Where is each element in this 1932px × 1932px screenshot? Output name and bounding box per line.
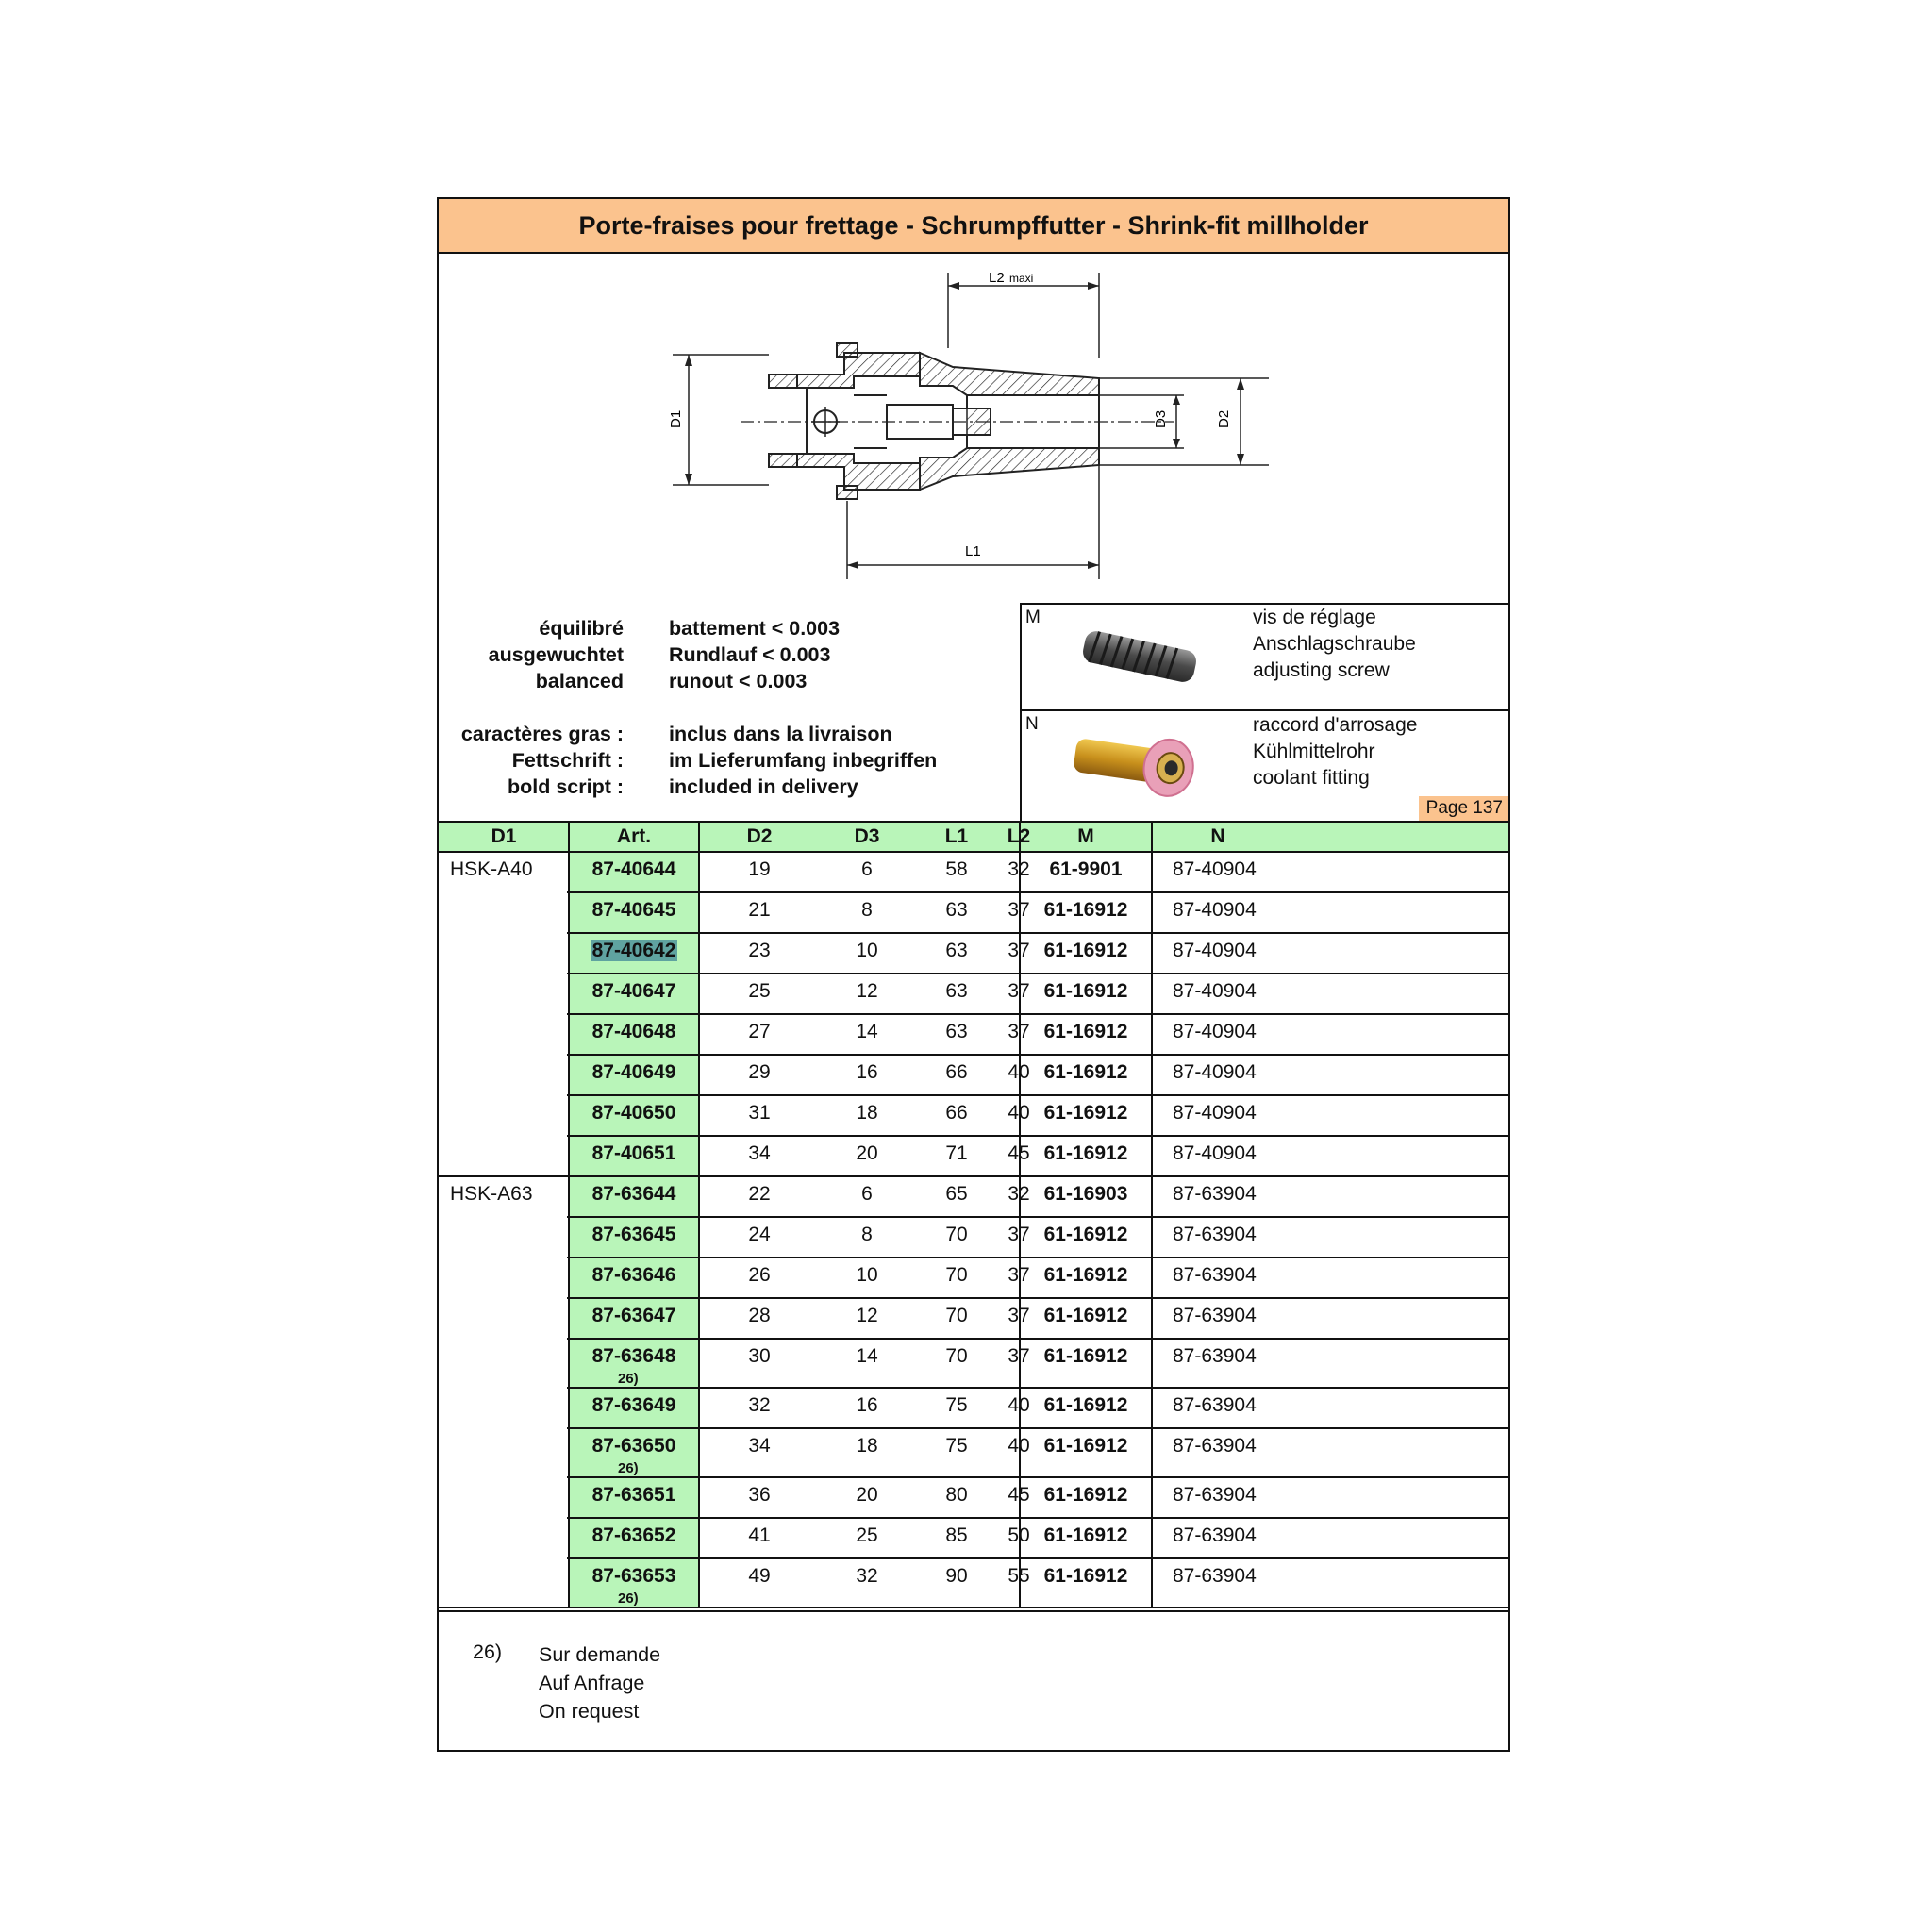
table-row: [439, 1299, 1508, 1340]
header-art: Art.: [616, 825, 652, 847]
cell-art-highlight: 87-40642: [591, 940, 676, 961]
cell-l1: 63: [945, 1021, 968, 1042]
cell-n: 87-40904: [1173, 858, 1257, 880]
cell-l2: 37: [1008, 1224, 1030, 1245]
cell-l1: 75: [945, 1435, 968, 1457]
cell-art: 87-63646: [591, 1264, 676, 1286]
toolholder-drawing: [439, 254, 1508, 606]
table-row: [439, 1137, 1508, 1177]
cell-l2: 37: [1008, 899, 1030, 921]
info-value: inclus dans la livraison: [669, 723, 892, 745]
info-value: im Lieferumfang inbegriffen: [669, 749, 938, 772]
cell-n: 87-63904: [1173, 1394, 1257, 1416]
cell-d3: 12: [856, 980, 878, 1002]
cell-n: 87-63904: [1173, 1224, 1257, 1245]
cell-d3: 10: [856, 940, 878, 961]
row-footnote-ref: 26): [618, 1591, 639, 1607]
cell-m: 61-16912: [1043, 1484, 1128, 1506]
cell-m: 61-16912: [1043, 1394, 1128, 1416]
cell-l2: 37: [1008, 980, 1030, 1002]
title-text: Porte-fraises pour frettage - Schrumpffutter - Shrink-fit millholder: [578, 210, 1369, 240]
cell-d3: 32: [856, 1565, 878, 1587]
table-row: [439, 1519, 1508, 1559]
cell-m: 61-16912: [1043, 1102, 1128, 1124]
cell-d2: 49: [748, 1565, 771, 1587]
footnote-number: 26): [473, 1641, 503, 1663]
cell-d1: HSK-A63: [450, 1183, 533, 1205]
cell-m: 61-16912: [1043, 1524, 1128, 1546]
cell-art: 87-40644: [591, 858, 676, 880]
footnote-line1: Sur demande: [539, 1643, 661, 1666]
accessory-n-letter: N: [1025, 714, 1039, 734]
merged-cell-mask: [439, 972, 567, 975]
cell-m: 61-16912: [1043, 980, 1128, 1002]
cell-art: [569, 940, 699, 962]
footnote-line3: On request: [539, 1700, 640, 1723]
cell-m: 61-16912: [1043, 1305, 1128, 1326]
cell-l1: 80: [945, 1484, 968, 1506]
cell-l1: 63: [945, 980, 968, 1002]
cell-m: 61-16912: [1043, 1061, 1128, 1083]
merged-cell-mask: [439, 1134, 567, 1138]
info-block: [439, 606, 1020, 821]
cell-l1: 90: [945, 1565, 968, 1587]
cell-d2: 28: [748, 1305, 771, 1326]
cell-d3: 20: [856, 1142, 878, 1164]
table-header: [439, 821, 1508, 853]
cell-l2: 32: [1008, 858, 1030, 880]
merged-cell-mask: [439, 931, 567, 935]
footnote-block: [439, 1610, 1508, 1723]
cell-l1: 75: [945, 1394, 968, 1416]
cell-d3: 16: [856, 1394, 878, 1416]
info-label: Fettschrift :: [511, 749, 624, 772]
table-row: [439, 974, 1508, 1015]
cell-l2: 37: [1008, 1305, 1030, 1326]
accessories-panel: [1020, 603, 1508, 821]
row-footnote-ref: 26): [618, 1371, 639, 1387]
header-d2: D2: [746, 825, 773, 847]
merged-cell-mask: [439, 1053, 567, 1057]
table-row: [439, 853, 1508, 893]
column-divider: [568, 821, 570, 1608]
cell-d3: 14: [856, 1345, 878, 1367]
cell-art: 87-63644: [591, 1183, 676, 1205]
cell-art: 87-63652: [591, 1524, 676, 1546]
cell-l2: 37: [1008, 1264, 1030, 1286]
table-row: [439, 1056, 1508, 1096]
cell-d3: 14: [856, 1021, 878, 1042]
cell-m: 61-16912: [1043, 1142, 1128, 1164]
cell-m: 61-16912: [1043, 1565, 1128, 1587]
cell-d2: 30: [748, 1345, 771, 1367]
cell-n: 87-63904: [1173, 1345, 1257, 1367]
accessory-separator: [1022, 709, 1508, 711]
cell-d2: 34: [748, 1435, 771, 1457]
column-divider: [1151, 821, 1153, 1608]
accessory-m-line3: adjusting screw: [1253, 659, 1390, 681]
cell-art: 87-63653: [591, 1565, 676, 1587]
info-value: battement < 0.003: [669, 617, 841, 640]
cell-l2: 40: [1008, 1435, 1030, 1457]
adjusting-screw-image: [1069, 624, 1210, 690]
cell-m: 61-16912: [1043, 1345, 1128, 1367]
table-row: [439, 1559, 1508, 1608]
accessory-n-line1: raccord d'arrosage: [1253, 714, 1418, 736]
cell-d3: 8: [861, 1224, 873, 1245]
cell-n: 87-40904: [1173, 940, 1257, 961]
column-divider: [1019, 821, 1021, 1608]
cell-n: 87-63904: [1173, 1435, 1257, 1457]
merged-cell-mask: [439, 1426, 567, 1430]
info-label: ausgewuchtet: [488, 643, 624, 666]
l2-suffix: maxi: [1009, 272, 1034, 285]
merged-cell-mask: [439, 1093, 567, 1097]
header-n: N: [1210, 825, 1225, 847]
cell-n: 87-63904: [1173, 1524, 1257, 1546]
cell-art: 87-40650: [591, 1102, 676, 1124]
cell-art: 87-40645: [591, 899, 676, 921]
info-value: included in delivery: [669, 775, 858, 798]
header-m: M: [1077, 825, 1094, 847]
cell-d2: 41: [748, 1524, 771, 1546]
table-row: [439, 1177, 1508, 1218]
footnote-line2: Auf Anfrage: [539, 1672, 645, 1694]
cell-d2: 29: [748, 1061, 771, 1083]
cell-d2: 22: [748, 1183, 771, 1205]
table-row: [439, 1015, 1508, 1056]
datasheet-frame: [437, 197, 1510, 1752]
cell-m: 61-16912: [1043, 1264, 1128, 1286]
merged-cell-mask: [439, 1296, 567, 1300]
cell-l1: 70: [945, 1264, 968, 1286]
merged-cell-mask: [439, 1386, 567, 1390]
row-footnote-ref: 26): [618, 1460, 639, 1476]
cell-l2: 40: [1008, 1061, 1030, 1083]
cell-d2: 25: [748, 980, 771, 1002]
l2-label: L2: [989, 270, 1005, 286]
info-value: runout < 0.003: [669, 670, 808, 692]
cell-d3: 6: [861, 1183, 873, 1205]
cell-d2: 36: [748, 1484, 771, 1506]
cell-n: 87-40904: [1173, 1102, 1257, 1124]
cell-d2: 34: [748, 1142, 771, 1164]
cell-l1: 71: [945, 1142, 968, 1164]
footnote-text: [539, 1641, 660, 1725]
cell-m: 61-16912: [1043, 899, 1128, 921]
cell-art: 87-40651: [591, 1142, 676, 1164]
cell-m: 61-9901: [1049, 858, 1123, 880]
cell-l1: 85: [945, 1524, 968, 1546]
cell-n: 87-40904: [1173, 1021, 1257, 1042]
cell-l1: 70: [945, 1224, 968, 1245]
cell-l1: 63: [945, 899, 968, 921]
cell-l2: 50: [1008, 1524, 1030, 1546]
accessory-n-text: [1253, 712, 1417, 791]
cell-l2: 55: [1008, 1565, 1030, 1587]
table-row: [439, 1429, 1508, 1478]
cell-m: 61-16912: [1043, 1435, 1128, 1457]
info-label: balanced: [535, 670, 624, 692]
header-d1: D1: [491, 825, 517, 847]
header-l2: L2: [1007, 825, 1031, 847]
cell-d2: 21: [748, 899, 771, 921]
cell-art: 87-40647: [591, 980, 676, 1002]
cell-d3: 10: [856, 1264, 878, 1286]
cell-d2: 32: [748, 1394, 771, 1416]
table-row: [439, 1389, 1508, 1429]
merged-cell-mask: [439, 1516, 567, 1520]
merged-cell-mask: [439, 1256, 567, 1259]
merged-cell-mask: [439, 1475, 567, 1479]
cell-n: 87-40904: [1173, 980, 1257, 1002]
table-row: [439, 1340, 1508, 1389]
cell-d3: 8: [861, 899, 873, 921]
cell-art: 87-40648: [591, 1021, 676, 1042]
cell-d2: 27: [748, 1021, 771, 1042]
accessory-m-text: [1253, 605, 1416, 684]
accessory-m-letter: M: [1025, 608, 1041, 627]
cell-l1: 66: [945, 1102, 968, 1124]
cell-l2: 37: [1008, 1345, 1030, 1367]
cell-n: 87-40904: [1173, 1061, 1257, 1083]
accessory-m-line1: vis de réglage: [1253, 607, 1376, 628]
accessory-m-line2: Anschlagschraube: [1253, 633, 1416, 655]
table-row: [439, 893, 1508, 934]
cell-art: 87-63648: [591, 1345, 676, 1367]
cell-art: 87-63650: [591, 1435, 676, 1457]
column-divider: [698, 821, 700, 1608]
cell-l1: 63: [945, 940, 968, 961]
header-d3: D3: [854, 825, 880, 847]
cell-l2: 45: [1008, 1484, 1030, 1506]
cell-n: 87-40904: [1173, 899, 1257, 921]
merged-cell-mask: [439, 1557, 567, 1560]
cell-d1: HSK-A40: [450, 858, 533, 880]
cell-art: 87-63647: [591, 1305, 676, 1326]
merged-cell-mask: [439, 1337, 567, 1341]
header-l1: L1: [944, 825, 969, 847]
cell-l2: 40: [1008, 1394, 1030, 1416]
cell-l1: 66: [945, 1061, 968, 1083]
cell-m: 61-16912: [1043, 940, 1128, 961]
d2-label: D2: [1216, 409, 1232, 428]
cell-d2: 31: [748, 1102, 771, 1124]
cell-d2: 23: [748, 940, 771, 961]
technical-drawing: [439, 254, 1508, 606]
cell-n: 87-63904: [1173, 1264, 1257, 1286]
d3-label: D3: [1153, 409, 1169, 428]
d1-label: D1: [668, 409, 684, 428]
info-label: équilibré: [539, 617, 624, 640]
cell-l2: 32: [1008, 1183, 1030, 1205]
cell-n: 87-63904: [1173, 1305, 1257, 1326]
accessory-n-line2: Kühlmittelrohr: [1253, 741, 1375, 762]
table-row: [439, 1096, 1508, 1137]
cell-art: 87-40649: [591, 1061, 676, 1083]
cell-n: 87-63904: [1173, 1565, 1257, 1587]
table-row: [439, 934, 1508, 974]
info-label: bold script :: [507, 775, 624, 798]
merged-cell-mask: [439, 1215, 567, 1219]
cell-l1: 70: [945, 1305, 968, 1326]
cell-l1: 58: [945, 858, 968, 880]
page-reference: Page 137: [1419, 796, 1508, 821]
cell-d2: 19: [748, 858, 771, 880]
table-row: [439, 1218, 1508, 1258]
coolant-fitting-image: [1065, 725, 1207, 801]
cell-l1: 70: [945, 1345, 968, 1367]
cell-d3: 20: [856, 1484, 878, 1506]
cell-d2: 26: [748, 1264, 771, 1286]
table-row: [439, 1478, 1508, 1519]
cell-n: 87-63904: [1173, 1484, 1257, 1506]
cell-d3: 25: [856, 1524, 878, 1546]
info-label: caractères gras :: [460, 723, 624, 745]
info-value: Rundlauf < 0.003: [669, 643, 831, 666]
table-row: [439, 1258, 1508, 1299]
cell-n: 87-63904: [1173, 1183, 1257, 1205]
cell-d3: 16: [856, 1061, 878, 1083]
cell-art: 87-63645: [591, 1224, 676, 1245]
cell-art: 87-63651: [591, 1484, 676, 1506]
cell-m: 61-16912: [1043, 1224, 1128, 1245]
cell-l2: 45: [1008, 1142, 1030, 1164]
cell-d3: 18: [856, 1102, 878, 1124]
cell-m: 61-16903: [1043, 1183, 1128, 1205]
cell-l2: 40: [1008, 1102, 1030, 1124]
l1-label: L1: [965, 543, 981, 559]
cell-l2: 37: [1008, 1021, 1030, 1042]
cell-d2: 24: [748, 1224, 771, 1245]
cell-art: 87-63649: [591, 1394, 676, 1416]
cell-d3: 6: [861, 858, 873, 880]
cell-d3: 18: [856, 1435, 878, 1457]
cell-m: 61-16912: [1043, 1021, 1128, 1042]
cell-l1: 65: [945, 1183, 968, 1205]
accessory-n-line3: coolant fitting: [1253, 767, 1370, 789]
cell-n: 87-40904: [1173, 1142, 1257, 1164]
merged-cell-mask: [439, 891, 567, 894]
merged-cell-mask: [439, 1012, 567, 1016]
datasheet-title: [439, 199, 1508, 254]
cell-d3: 12: [856, 1305, 878, 1326]
cell-l2: 37: [1008, 940, 1030, 961]
